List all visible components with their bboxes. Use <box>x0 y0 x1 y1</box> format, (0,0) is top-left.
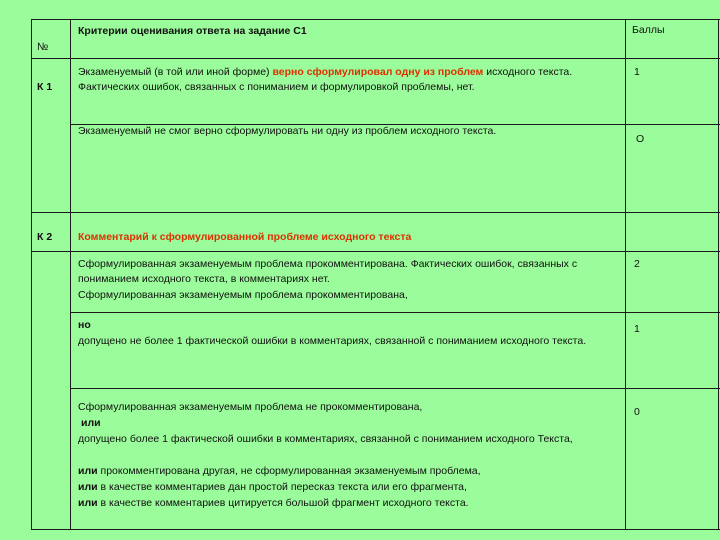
k2-row1-line2: Сформулированная экзаменуемым проблема прокомментирована, <box>78 289 408 301</box>
k2-row3-line3-wrap <box>78 464 623 479</box>
k2-row3-line1: Сформулированная экзаменуемым проблема не прокомментирована, <box>78 401 423 413</box>
k2-row2-score: 1 <box>634 323 640 335</box>
k2-row2-but: но <box>78 319 91 331</box>
k2-row3-line2: допущено более 1 фактической ошибки в комментариях, связанной с пониманием исходного Текста, <box>78 433 573 445</box>
k2-row3-line4: в качестве комментариев дан простой пересказ текста или его фрагмента, <box>100 481 467 493</box>
k2-row3-line4-wrap <box>78 480 623 495</box>
k2-row3-score: 0 <box>634 406 640 418</box>
table-border-bottom <box>31 529 720 530</box>
k2-row2-text: допущено не более 1 фактической ошибки в комментариях, связанной с пониманием исходного текста. <box>78 335 587 347</box>
row-divider <box>31 251 720 252</box>
header-num: № <box>37 41 49 53</box>
k2-row3-or2: или <box>78 465 98 477</box>
k2-row3-line3: прокомментирована другая, не сформулированная экзаменуемым проблема, <box>100 465 481 477</box>
k1-row1-pre: Экзаменуемый (в той или иной форме) <box>78 66 270 78</box>
header-score: Баллы <box>632 24 665 36</box>
table-border-left <box>31 19 32 530</box>
k2-row1-line1: Сформулированная экзаменуемым проблема прокомментирована. Фактических ошибок, связанных с пониманием исходного текста, в комментариях нет. <box>78 258 578 285</box>
column-divider <box>70 19 71 530</box>
k2-row1-score: 2 <box>634 258 640 270</box>
k1-code: К 1 <box>37 81 53 93</box>
table-border-top <box>31 19 720 20</box>
k2-row3-or1: или <box>81 417 101 429</box>
k1-row1-text <box>78 65 618 95</box>
header-criteria: Критерии оценивания ответа на задание С1 <box>78 25 307 37</box>
table-border-right <box>718 19 719 530</box>
k1-row1-post: исходного текста. Фактических ошибок, связанных с пониманием и формулировкой проблемы, нет. <box>78 66 573 93</box>
k1-row2-text: Экзаменуемый не смог верно сформулировать ни одну из проблем исходного текста. <box>78 125 497 137</box>
k2-row3-or4: или <box>78 497 98 509</box>
k2-row3-or3: или <box>78 481 98 493</box>
row-divider <box>70 388 720 389</box>
row-divider <box>31 212 720 213</box>
k2-code: К 2 <box>37 231 53 243</box>
column-divider <box>625 19 626 530</box>
k2-title: Комментарий к сформулированной проблеме исходного текста <box>78 231 412 243</box>
k2-row3-line5: в качестве комментариев цитируется большой фрагмент исходного текста. <box>100 497 469 509</box>
k1-row1-score: 1 <box>634 66 640 78</box>
k1-row1-highlight: верно сформулировал одну из проблем <box>272 66 484 78</box>
k2-row3-line5-wrap <box>78 496 623 511</box>
row-divider <box>70 312 720 313</box>
k1-row2-score: О <box>636 133 645 145</box>
row-divider <box>31 58 720 59</box>
